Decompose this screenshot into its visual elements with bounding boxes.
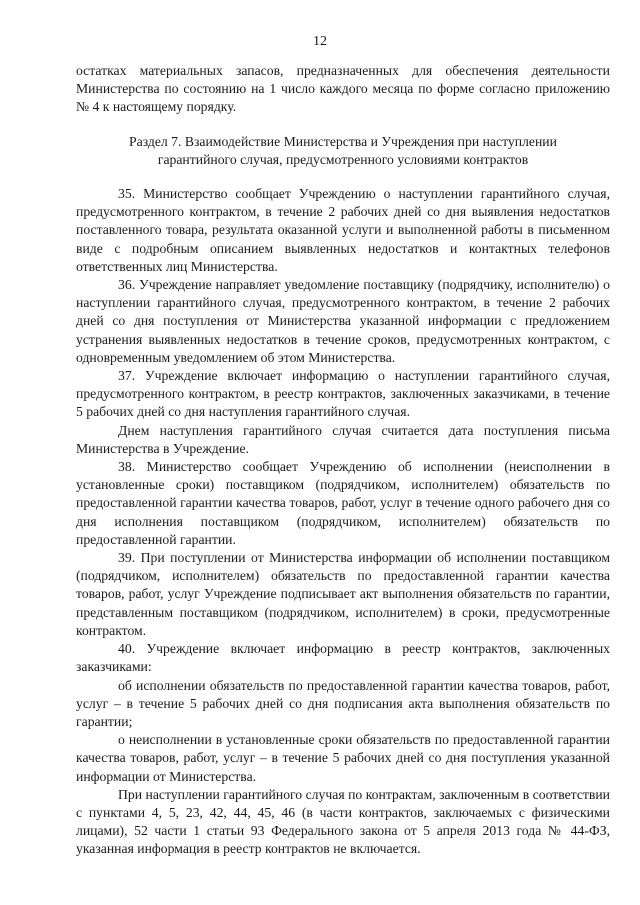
page-number: 12	[313, 34, 327, 49]
paragraph-37-note: Днем наступления гарантийного случая считается дата поступления письма Министерства в Учреждение.	[76, 422, 610, 456]
paragraph-39: 39. При поступлении от Министерства информации об исполнении поставщиком (подрядчиком, исполнителем) обязательств по предоставленной гарантии качества товаров, работ, услуг Учреждение подписывает акт выполнения обязательств по гарантии, представленным поставщиком (подрядчиком, исполнителем) в сроки, предусмотренные контрактом.	[76, 550, 610, 638]
document-body	[76, 62, 610, 859]
paragraph-36: 36. Учреждение направляет уведомление поставщику (подрядчику, исполнителю) о наступлении гарантийного случая, предусмотренного контрактом, в течение 2 рабочих дней со дня поступления от Министерства указанной информации с предложением устранения выявленных недостатков в течение сроков, предусмотренных контрактом, с одновременным уведомлением об этом Министерства.	[76, 277, 610, 365]
paragraph-35: 35. Министерство сообщает Учреждению о наступлении гарантийного случая, предусмотренного контрактом, в течение 2 рабочих дней со дня выявления недостатков поставленного товара, результата оказанной услуги и выполненной работы в письменном виде с подробным описанием выявленных недостатков и контактных телефонов ответственных лиц Министерства.	[76, 186, 610, 274]
section-heading-line-1: Раздел 7. Взаимодействие Министерства и Учреждения при наступлении	[129, 133, 557, 149]
paragraph-40: 40. Учреждение включает информацию в реестр контрактов, заключенных заказчиками:	[76, 641, 610, 675]
section-heading	[76, 133, 610, 169]
section-heading-line-2: гарантийного случая, предусмотренного условиями контрактов	[157, 151, 529, 167]
paragraph-38: 38. Министерство сообщает Учреждению об исполнении (неисполнении в установленные сроки) поставщиком (подрядчиком, исполнителем) обязательств по предоставленной гарантии качества товаров, работ, услуг в течение одного рабочего дня со дня исполнения поставщиком (подрядчиком, исполнителем) обязательств по предоставленной гарантии.	[76, 459, 610, 547]
paragraph-40-item-2: о неисполнении в установленные сроки обязательств по предоставленной гарантии качества товаров, работ, услуг – в течение 5 рабочих дней со дня поступления указанной информации от Министерства.	[76, 732, 610, 784]
paragraph-final: При наступлении гарантийного случая по контрактам, заключенным в соответствии с пунктами 4, 5, 23, 42, 44, 45, 46 (в части контрактов, заключаемых с физическими лицами), 52 части 1 статьи 93 Федерального закона от 5 апреля 2013 года № 44-ФЗ, указанная информация в реестр контрактов не включается.	[76, 786, 610, 857]
paragraph-37: 37. Учреждение включает информацию о наступлении гарантийного случая, предусмотренного контрактом, в реестр контрактов, заключенных заказчиками, в течение 5 рабочих дней со дня наступления гарантийного случая.	[76, 368, 610, 420]
paragraph-40-item-1: об исполнении обязательств по предоставленной гарантии качества товаров, работ, услуг – в течение 5 рабочих дней со дня подписания акта выполнения обязательств по гарантии;	[76, 677, 610, 729]
intro-paragraph: остатках материальных запасов, предназначенных для обеспечения деятельности Министерства по состоянию на 1 число каждого месяца по форме согласно приложению № 4 к настоящему порядку.	[76, 63, 610, 115]
